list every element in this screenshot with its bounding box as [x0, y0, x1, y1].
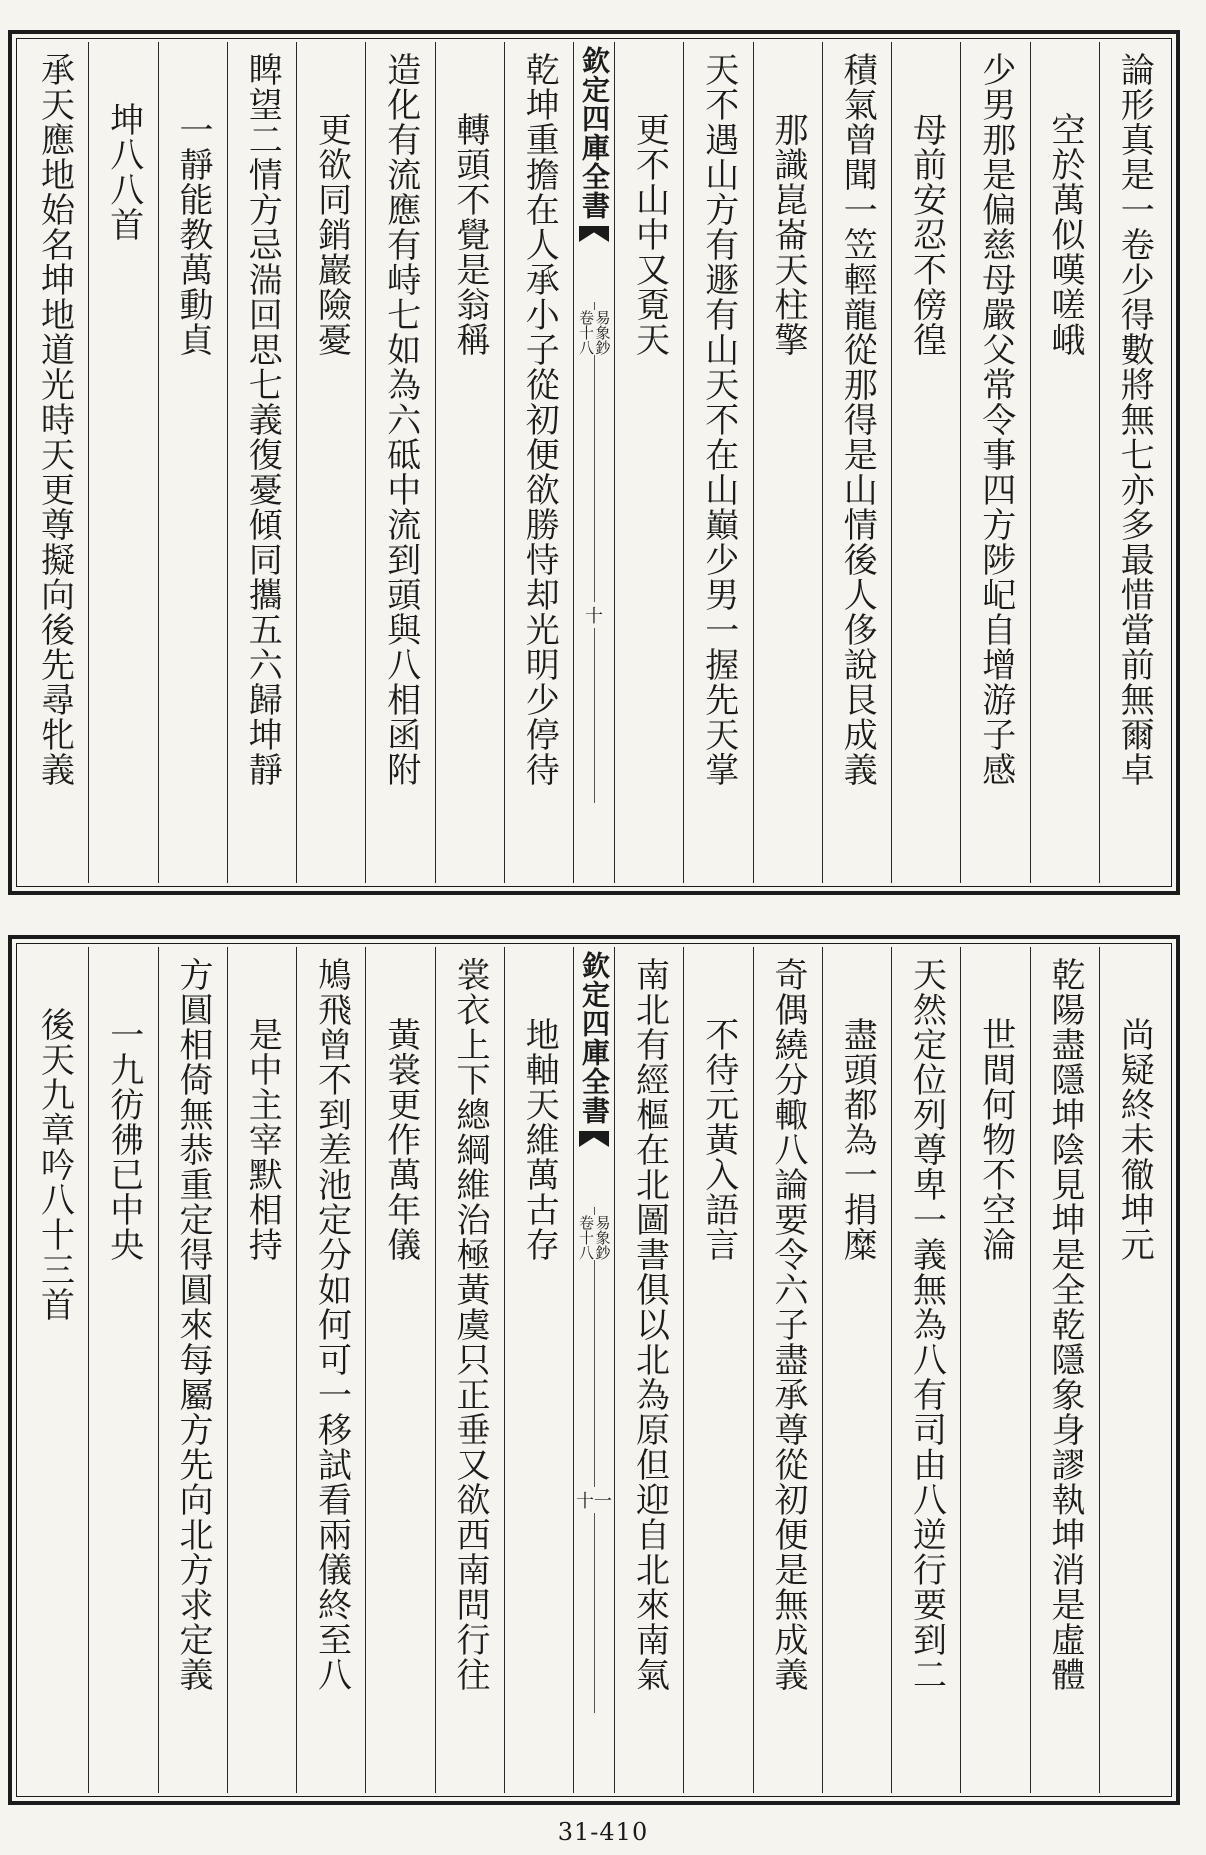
volume-label: 卷十八: [577, 310, 595, 355]
column-text: 黃裳更作萬年儀: [380, 1017, 421, 1262]
book-title-name: 易象鈔: [593, 310, 612, 355]
column-text: 論形真是一卷少得數將無七亦多最惜當前無爾卓: [1114, 52, 1155, 787]
text-column: [960, 947, 1029, 1793]
binding-column: [573, 947, 614, 1793]
text-column: [822, 947, 891, 1793]
column-text: 天然定位列尊卑一義無為八有司由八逆行要到二: [906, 957, 947, 1692]
text-column: [504, 42, 573, 883]
bottom-page-frame: [8, 935, 1180, 1805]
column-text: 乾陽盡隱坤陰見坤是全乾隱象身謬執坤消是虛體: [1044, 957, 1085, 1692]
text-column: [614, 42, 683, 883]
text-column: [614, 947, 683, 1793]
text-column: [20, 42, 88, 883]
column-text: 那識崑崙天柱擎: [767, 112, 808, 357]
column-text: 承天應地始名坤地道光時天更尊擬向後先尋牝義: [34, 52, 75, 787]
text-column: [1099, 42, 1168, 883]
section-heading-column: [88, 42, 157, 883]
column-text: 更欲同銷巖險憂: [311, 112, 352, 357]
text-column: [683, 42, 752, 883]
column-text: 積氣曾聞一笠輕龍從那得是山情後人侈說艮成義: [837, 52, 878, 787]
text-column: [891, 42, 960, 883]
volume-label: 卷十八: [577, 1215, 595, 1260]
text-column: [1030, 947, 1099, 1793]
column-text: 地軸天維萬古存: [519, 1017, 560, 1262]
text-column: [683, 947, 752, 1793]
bottom-page-columns: [20, 947, 1168, 1793]
column-text: 天不遇山方有遯有山天不在山巔少男一握先天掌: [698, 52, 739, 787]
center-divider-line: [594, 302, 595, 803]
column-text: 不待元黃入語言: [698, 1017, 739, 1262]
column-text: 方圓相倚無恭重定得圓來每屬方先向北方求定義: [172, 957, 213, 1692]
fish-tail-mark-icon: [579, 1131, 609, 1155]
text-column: [227, 42, 296, 883]
column-text: 少男那是偏慈母嚴父常令事四方陟屺自增游子感: [975, 52, 1016, 787]
text-column: [891, 947, 960, 1793]
center-divider-line: [594, 1207, 595, 1713]
collection-banner: 欽定四庫全書: [578, 951, 611, 1125]
book-title-name: 易象鈔: [593, 1215, 612, 1260]
column-text: 睥望二情方忌湍回思七義復憂傾同攜五六歸坤靜: [242, 52, 283, 787]
text-column: [158, 42, 227, 883]
column-text: 裳衣上下總綱維治極黃虞只正垂又欲西南問行往: [449, 957, 490, 1692]
column-text: 是中主宰默相持: [242, 1017, 283, 1262]
column-text: 尚疑終未徹坤元: [1114, 1017, 1155, 1262]
column-text: 母前安忍不傍徨: [906, 112, 947, 357]
top-page-columns: [20, 42, 1168, 883]
text-column: [296, 947, 365, 1793]
column-text: 一靜能教萬動貞: [172, 112, 213, 357]
text-column: [753, 42, 822, 883]
column-text: 空於萬似嘆嗟峨: [1044, 112, 1085, 357]
text-column: [158, 947, 227, 1793]
section-heading: 坤八八首: [103, 102, 144, 242]
fish-tail-mark-icon: [579, 226, 609, 250]
text-column: [960, 42, 1029, 883]
book-title: [578, 1215, 611, 1260]
text-column: [365, 42, 434, 883]
section-heading: 後天九章吟八十三首: [34, 1007, 75, 1322]
text-column: [227, 947, 296, 1793]
column-text: 造化有流應有峙七如為六砥中流到頭與八相函附: [380, 52, 421, 787]
text-column: [504, 947, 573, 1793]
column-text: 轉頭不覺是翁稱: [449, 112, 490, 357]
page-number: 十一: [574, 1487, 614, 1513]
column-text: 鳩飛曾不到差池定分如何可一移試看兩儀終至八: [311, 957, 352, 1692]
text-column: [1099, 947, 1168, 1793]
section-heading-column: [20, 947, 88, 1793]
text-column: [822, 42, 891, 883]
text-column: [753, 947, 822, 1793]
column-text: 世間何物不空淪: [975, 1017, 1016, 1262]
text-column: [435, 42, 504, 883]
column-text: 奇偶繞分輙八論要令六子盡承尊從初便是無成義: [767, 957, 808, 1692]
collection-banner: 欽定四庫全書: [578, 46, 611, 220]
column-text: 一九彷彿已中央: [103, 1017, 144, 1262]
text-column: [365, 947, 434, 1793]
column-text: 盡頭都為一捐糜: [837, 1017, 878, 1262]
text-column: [435, 947, 504, 1793]
top-page-frame: [8, 30, 1180, 895]
text-column: [88, 947, 157, 1793]
column-text: 乾坤重擔在人承小子從初便欲勝恃却光明少停待: [519, 52, 560, 787]
page-number: 十: [574, 602, 614, 628]
column-text: 更不山中又覔天: [629, 112, 670, 357]
binding-column: [573, 42, 614, 883]
text-column: [296, 42, 365, 883]
page-reference-number: 31-410: [557, 1818, 649, 1846]
column-text: 南北有經樞在北圖書俱以北為原但迎自北來南氣: [629, 957, 670, 1692]
text-column: [1030, 42, 1099, 883]
book-title: [578, 310, 611, 355]
